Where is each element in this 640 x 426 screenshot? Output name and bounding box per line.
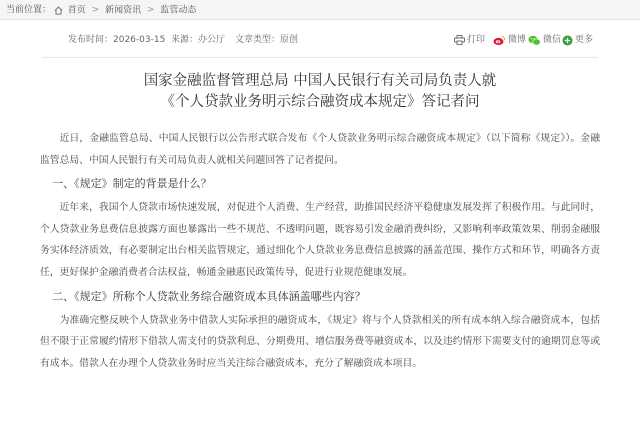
- breadcrumb-news[interactable]: 新闻资讯: [105, 5, 142, 16]
- print-button[interactable]: [454, 29, 485, 51]
- weibo-label: 微博: [508, 35, 527, 45]
- question-1-heading: 一、《规定》制定的背景是什么？: [52, 177, 212, 191]
- weibo-icon: [493, 35, 506, 46]
- breadcrumb: [0, 0, 640, 20]
- share-more-button[interactable]: [562, 29, 593, 51]
- question-2-heading: 二、《规定》所称个人贷款业务综合融资成本具体涵盖哪些内容？: [52, 289, 366, 303]
- meta-divider: [42, 57, 598, 58]
- more-label: 更多: [575, 35, 594, 45]
- title-line-1: 国家金融监督管理总局 中国人民银行有关司局负责人就: [143, 73, 497, 89]
- wechat-icon: [528, 35, 541, 46]
- breadcrumb-separator: >: [91, 5, 100, 15]
- publish-time: 发布时间：2026-03-15: [68, 35, 166, 45]
- breadcrumb-separator: >: [146, 5, 155, 15]
- share-weibo-button[interactable]: [493, 29, 526, 51]
- breadcrumb-home[interactable]: 首页: [67, 5, 86, 16]
- article-meta: [0, 29, 640, 51]
- home-icon: [54, 6, 63, 15]
- article-title: [0, 71, 640, 113]
- plus-icon: [562, 35, 573, 46]
- article-source: 来源：办公厅: [171, 35, 226, 45]
- breadcrumb-regulatory-news[interactable]: 监管动态: [160, 5, 197, 16]
- answer-1-paragraph: 近年来，我国个人贷款市场快速发展，对促进个人消费、生产经营，助推国民经济平稳健康发展发挥了积极作用。与此同时，个人贷款业务息费信息披露方面也暴露出一些不规范、不透明问题，既容易引发金融消费纠纷，又影响利率政策效果、削弱金融服务实体经济质效，有必要制定出台相关监管规定，通过细化个人贷款业务息费信息披露的涵盖范围、操作方式和环节，明确各方责任，更好保护金融消费者合法权益，畅通金融惠民政策传导，促进行业规范健康发展。: [40, 202, 600, 278]
- print-label: 打印: [467, 35, 486, 45]
- title-line-2: 《个人贷款业务明示综合融资成本规定》答记者问: [160, 94, 480, 110]
- intro-paragraph: 近日，金融监管总局、中国人民银行以公告形式联合发布《个人贷款业务明示综合融资成本规定》（以下简称《规定》）。金融监管总局、中国人民银行有关司局负责人就相关问题回答了记者提问。: [40, 133, 600, 166]
- article-body: [40, 128, 600, 374]
- article-type: 文章类型：原创: [235, 35, 299, 45]
- printer-icon: [454, 35, 465, 45]
- wechat-label: 微信: [543, 35, 562, 45]
- share-wechat-button[interactable]: [528, 29, 561, 51]
- breadcrumb-prefix: 当前位置：: [6, 5, 52, 15]
- answer-2-paragraph: 为准确完整反映个人贷款业务中借款人实际承担的融资成本，《规定》将与个人贷款相关的所有成本纳入综合融资成本，包括但不限于正常履约情形下借款人需支付的贷款利息、分期费用、增信服务费等融资成本，以及违约情形下需要支付的逾期罚息等或有成本。借款人在办理个人贷款业务时应当关注综合融资成本，充分了解融资成本项目。: [40, 314, 600, 369]
